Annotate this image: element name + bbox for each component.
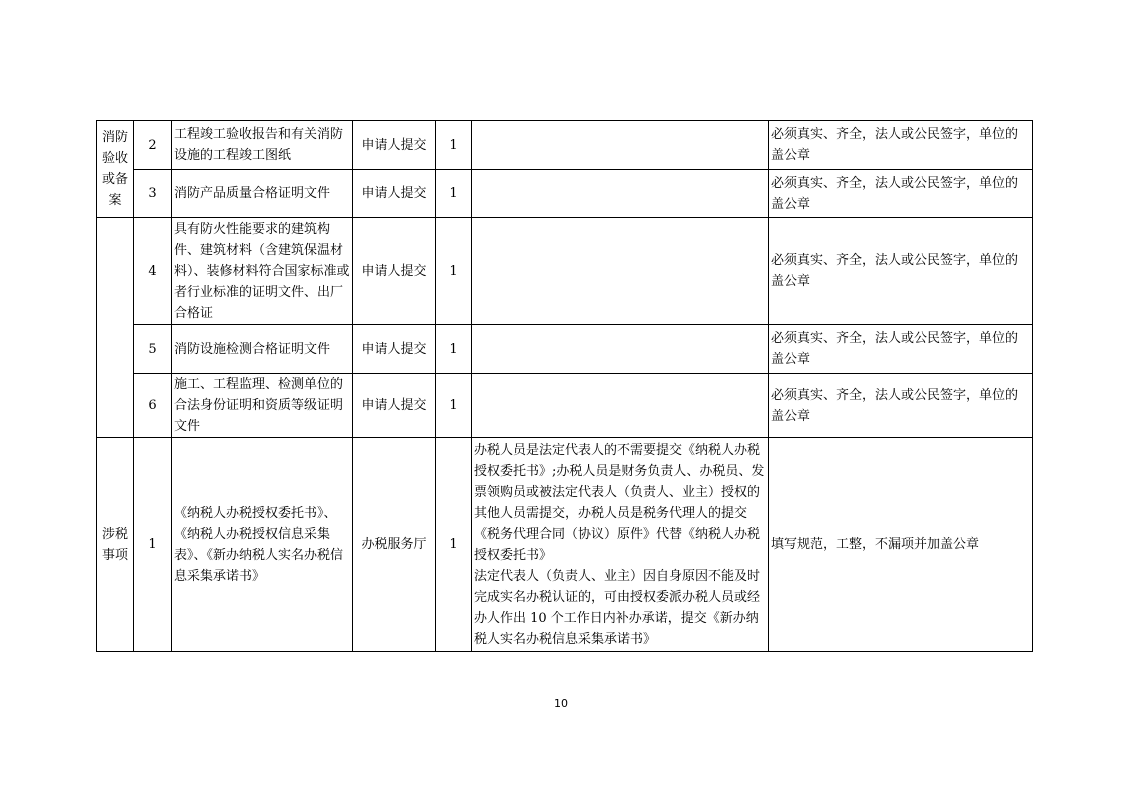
material-source: 申请人提交 [353, 170, 436, 218]
table-row [97, 438, 1033, 652]
table-row [97, 218, 1033, 325]
material-source: 申请人提交 [353, 374, 436, 438]
table-row [97, 121, 1033, 170]
item-number: 1 [134, 438, 172, 652]
item-number: 3 [134, 170, 172, 218]
copy-count: 1 [436, 325, 472, 374]
material-name: 消防产品质量合格证明文件 [172, 170, 353, 218]
material-name: 消防设施检测合格证明文件 [172, 325, 353, 374]
material-source: 申请人提交 [353, 121, 436, 170]
page-number: 10 [554, 697, 568, 710]
table-row [97, 325, 1033, 374]
requirement-cell: 必须真实、齐全，法人或公民签字，单位的盖公章 [769, 374, 1033, 438]
material-name: 《纳税人办税授权委托书》、《纳税人办税授权信息采集表》、《新办纳税人实名办税信息采集承诺书》 [172, 438, 353, 652]
material-source: 申请人提交 [353, 218, 436, 325]
material-name: 具有防火性能要求的建筑构件、建筑材料（含建筑保温材料）、装修材料符合国家标准或者行业标准的证明文件、出厂合格证 [172, 218, 353, 325]
requirement-cell: 必须真实、齐全，法人或公民签字，单位的盖公章 [769, 218, 1033, 325]
requirement-cell: 必须真实、齐全，法人或公民签字，单位的盖公章 [769, 121, 1033, 170]
material-source: 办税服务厅 [353, 438, 436, 652]
materials-table [96, 120, 1033, 652]
material-source: 申请人提交 [353, 325, 436, 374]
copy-count: 1 [436, 218, 472, 325]
copy-count: 1 [436, 121, 472, 170]
item-number: 5 [134, 325, 172, 374]
table-row [97, 374, 1033, 438]
category-cell-continued [97, 218, 134, 438]
table-row [97, 170, 1033, 218]
material-name: 工程竣工验收报告和有关消防设施的工程竣工图纸 [172, 121, 353, 170]
category-cell: 消防验收或备案 [97, 121, 134, 218]
notes-cell [472, 374, 769, 438]
notes-cell [472, 325, 769, 374]
item-number: 2 [134, 121, 172, 170]
category-cell: 涉税事项 [97, 438, 134, 652]
item-number: 4 [134, 218, 172, 325]
copy-count: 1 [436, 438, 472, 652]
requirement-cell: 填写规范，工整，不漏项并加盖公章 [769, 438, 1033, 652]
notes-cell [472, 121, 769, 170]
notes-cell: 办税人员是法定代表人的不需要提交《纳税人办税授权委托书》;办税人员是财务负责人、办税员、发票领购员或被法定代表人（负责人、业主）授权的其他人员需提交，办税人员是税务代理人的提交《税务代理合同（协议）原件》代替《纳税人办税授权委托书》 法定代表人（负责人、业主）因自身原因不能及时完成实名办税认证的，可由授权委派办税人员或经办人作出 10 个工作日内补办承诺，提交《新办纳税人实名办税信息采集承诺书》 [472, 438, 769, 652]
copy-count: 1 [436, 374, 472, 438]
notes-cell [472, 218, 769, 325]
material-name: 施工、工程监理、检测单位的合法身份证明和资质等级证明文件 [172, 374, 353, 438]
item-number: 6 [134, 374, 172, 438]
notes-cell [472, 170, 769, 218]
copy-count: 1 [436, 170, 472, 218]
requirement-cell: 必须真实、齐全，法人或公民签字，单位的盖公章 [769, 170, 1033, 218]
requirement-cell: 必须真实、齐全，法人或公民签字，单位的盖公章 [769, 325, 1033, 374]
